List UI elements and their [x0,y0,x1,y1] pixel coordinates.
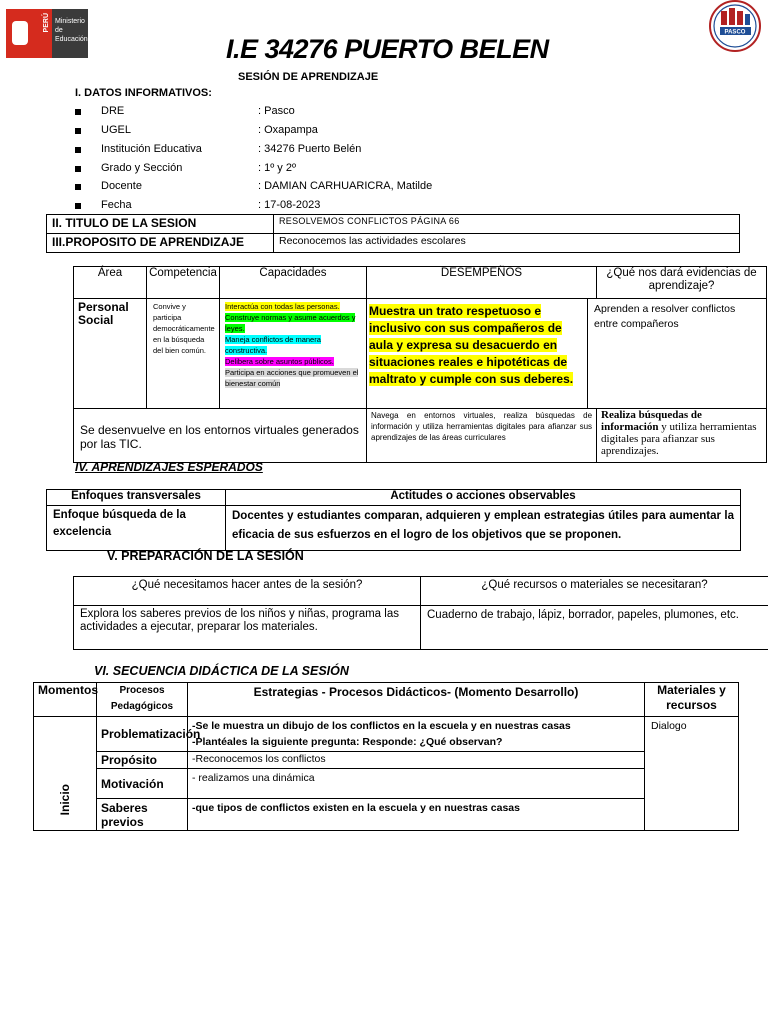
capacidad-item: Interactúa con todas las personas. [225,302,340,311]
pasco-logo [705,0,765,52]
table-row [74,299,767,409]
table-row [47,215,740,234]
secuencia-table [33,682,739,831]
preparacion-table [73,576,768,650]
datos-value: : 1º y 2º [258,162,296,174]
momento-cell [34,717,97,831]
minedu-logo [6,9,88,58]
capacidad-item: Maneja conflictos de manera constructiva. [225,335,321,355]
respuesta-recursos: Cuaderno de trabajo, lápiz, borrador, papeles, plumones, etc. [421,606,768,650]
datos-value: : 34276 Puerto Belén [258,143,362,155]
header-competencia: Competencia [147,267,220,299]
peru-shield [6,9,52,58]
area-cell: Personal Social [74,299,147,409]
header-estrategias: Estrategias - Procesos Didácticos- (Momento Desarrollo) [188,683,645,717]
titulo-value: RESOLVEMOS CONFLICTOS PÁGINA 66 [274,215,740,234]
competencia-cell: Convive y participa democráticamente en la búsqueda del bien común. [147,299,220,409]
pregunta-recursos: ¿Qué recursos o materiales se necesitaran? [421,577,768,606]
tic-desempeno-cell: Navega en entornos virtuales, realiza búsquedas de información y utiliza herramientas digitales para afianzar sus aprendizajes de las áreas curriculares [367,409,597,463]
evidencia-cell: Aprenden a resolver conflictos entre compañeros [588,299,767,409]
table-row [74,606,768,650]
datos-value: : Oxapampa [258,124,318,136]
aprendizajes-heading: IV. APRENDIZAJES ESPERADOS [75,460,263,474]
ministry-label: Ministerio de Educación [52,9,88,58]
datos-key: Docente [101,180,142,192]
header-enfoques: Enfoques transversales [47,490,226,506]
enfoques-table [46,489,741,551]
desempeno-cell [367,299,588,409]
table-row [47,506,741,551]
titulo-table [46,214,740,253]
header-materiales: Materiales y recursos [645,683,739,717]
table-header-row [74,267,767,299]
header-area: Área [74,267,147,299]
page-subtitle: SESIÓN DE APRENDIZAJE [238,71,379,83]
enfoque-cell: Enfoque búsqueda de la excelencia [47,506,226,551]
tic-competencia-cell: Se desenvuelve en los entornos virtuales generados por las TIC. [74,409,367,463]
datos-value: : 17-08-2023 [258,199,321,211]
capacidades-cell [220,299,367,409]
datos-value: : DAMIAN CARHUARICRA, Matilde [258,180,433,192]
table-row [34,752,739,769]
desempeno-text: Muestra un trato respetuoso e inclusivo con sus compañeros de aula y expresa su desacuerdo en situaciones reales e hipotéticas de maltrato y cumple con sus deberes. [369,304,574,386]
header-capacidades: Capacidades [220,267,367,299]
datos-key: DRE [101,105,125,117]
table-row [34,799,739,831]
estrategia-line: -Se le muestra un dibujo de los conflictos en la escuela y en nuestras casas [192,720,571,732]
actitud-cell: Docentes y estudiantes comparan, adquieren y emplean estrategias útiles para aumentar la eficacia de sus esfuerzos en el logro de los objetivos que se proponen. [226,506,741,551]
header-momentos: Momentos [34,683,97,717]
datos-key: UGEL [101,124,131,136]
proceso-cell: Motivación [97,769,188,799]
table-header-row [47,490,741,506]
proposito-label: III.PROPOSITO DE APRENDIZAJE [47,234,274,253]
competencias-table [73,266,767,463]
titulo-label: II. TITULO DE LA SESION [47,215,274,234]
datos-heading: I. DATOS INFORMATIVOS: [75,87,212,99]
table-row [47,234,740,253]
preparacion-heading: V. PREPARACIÓN DE LA SESIÓN [107,549,304,563]
proceso-cell: Problematización [97,717,188,752]
bullet-icon [75,203,81,209]
secuencia-heading: VI. SECUENCIA DIDÁCTICA DE LA SESIÓN [94,664,349,678]
respuesta-antes: Explora los saberes previos de los niños y niñas, programa las actividades a ejecutar, preparar los materiales. [74,606,421,650]
table-row [74,409,767,463]
table-header-row [34,683,739,717]
proposito-value: Reconocemos las actividades escolares [274,234,740,253]
datos-value: : Pasco [258,105,295,117]
table-row [34,769,739,799]
bullet-icon [75,128,81,134]
capacidad-item: Participa en acciones que promueven el bienestar común [225,368,359,388]
header-desempenos: DESEMPEÑOS [367,267,597,299]
estrategia-cell [188,717,645,752]
table-header-row [74,577,768,606]
datos-key: Fecha [101,199,132,211]
proceso-cell: Saberes previos [97,799,188,831]
estrategia-cell: -que tipos de conflictos existen en la escuela y en nuestras casas [188,799,645,831]
tic-evidencia-bold: Realiza búsquedas de información [601,409,702,433]
capacidad-item: Delibera sobre asuntos públicos. [225,357,334,366]
page-title: I.E 34276 PUERTO BELEN [226,34,549,64]
estrategia-line: -Plantéales la siguiente pregunta: Responde: ¿Qué observan? [192,736,503,748]
materiales-cell: Dialogo [645,717,739,831]
datos-key: Grado y Sección [101,162,183,174]
capacidad-item: Construye normas y asume acuerdos y leyes. [225,313,356,333]
estrategia-cell: -Reconocemos los conflictos [188,752,645,769]
estrategia-cell: - realizamos una dinámica [188,769,645,799]
bullet-icon [75,147,81,153]
header-procesos: Procesos Pedagógicos [97,683,188,717]
datos-key: Institución Educativa [101,143,202,155]
table-row [34,717,739,752]
proceso-cell: Propósito [97,752,188,769]
tic-evidencia-cell [597,409,767,463]
bullet-icon [75,109,81,115]
momento-label: Inicio [58,783,72,815]
tic-evidencia-rest: y utiliza herramientas digitales para afianzar sus aprendizajes. [601,421,757,457]
header-actitudes: Actitudes o acciones observables [226,490,741,506]
pregunta-antes: ¿Qué necesitamos hacer antes de la sesión? [74,577,421,606]
header-evidencias: ¿Qué nos dará evidencias de aprendizaje? [597,267,767,299]
bullet-icon [75,184,81,190]
bullet-icon [75,166,81,172]
pasco-label: PASCO [724,29,746,36]
peru-label: PERÚ [43,13,50,33]
